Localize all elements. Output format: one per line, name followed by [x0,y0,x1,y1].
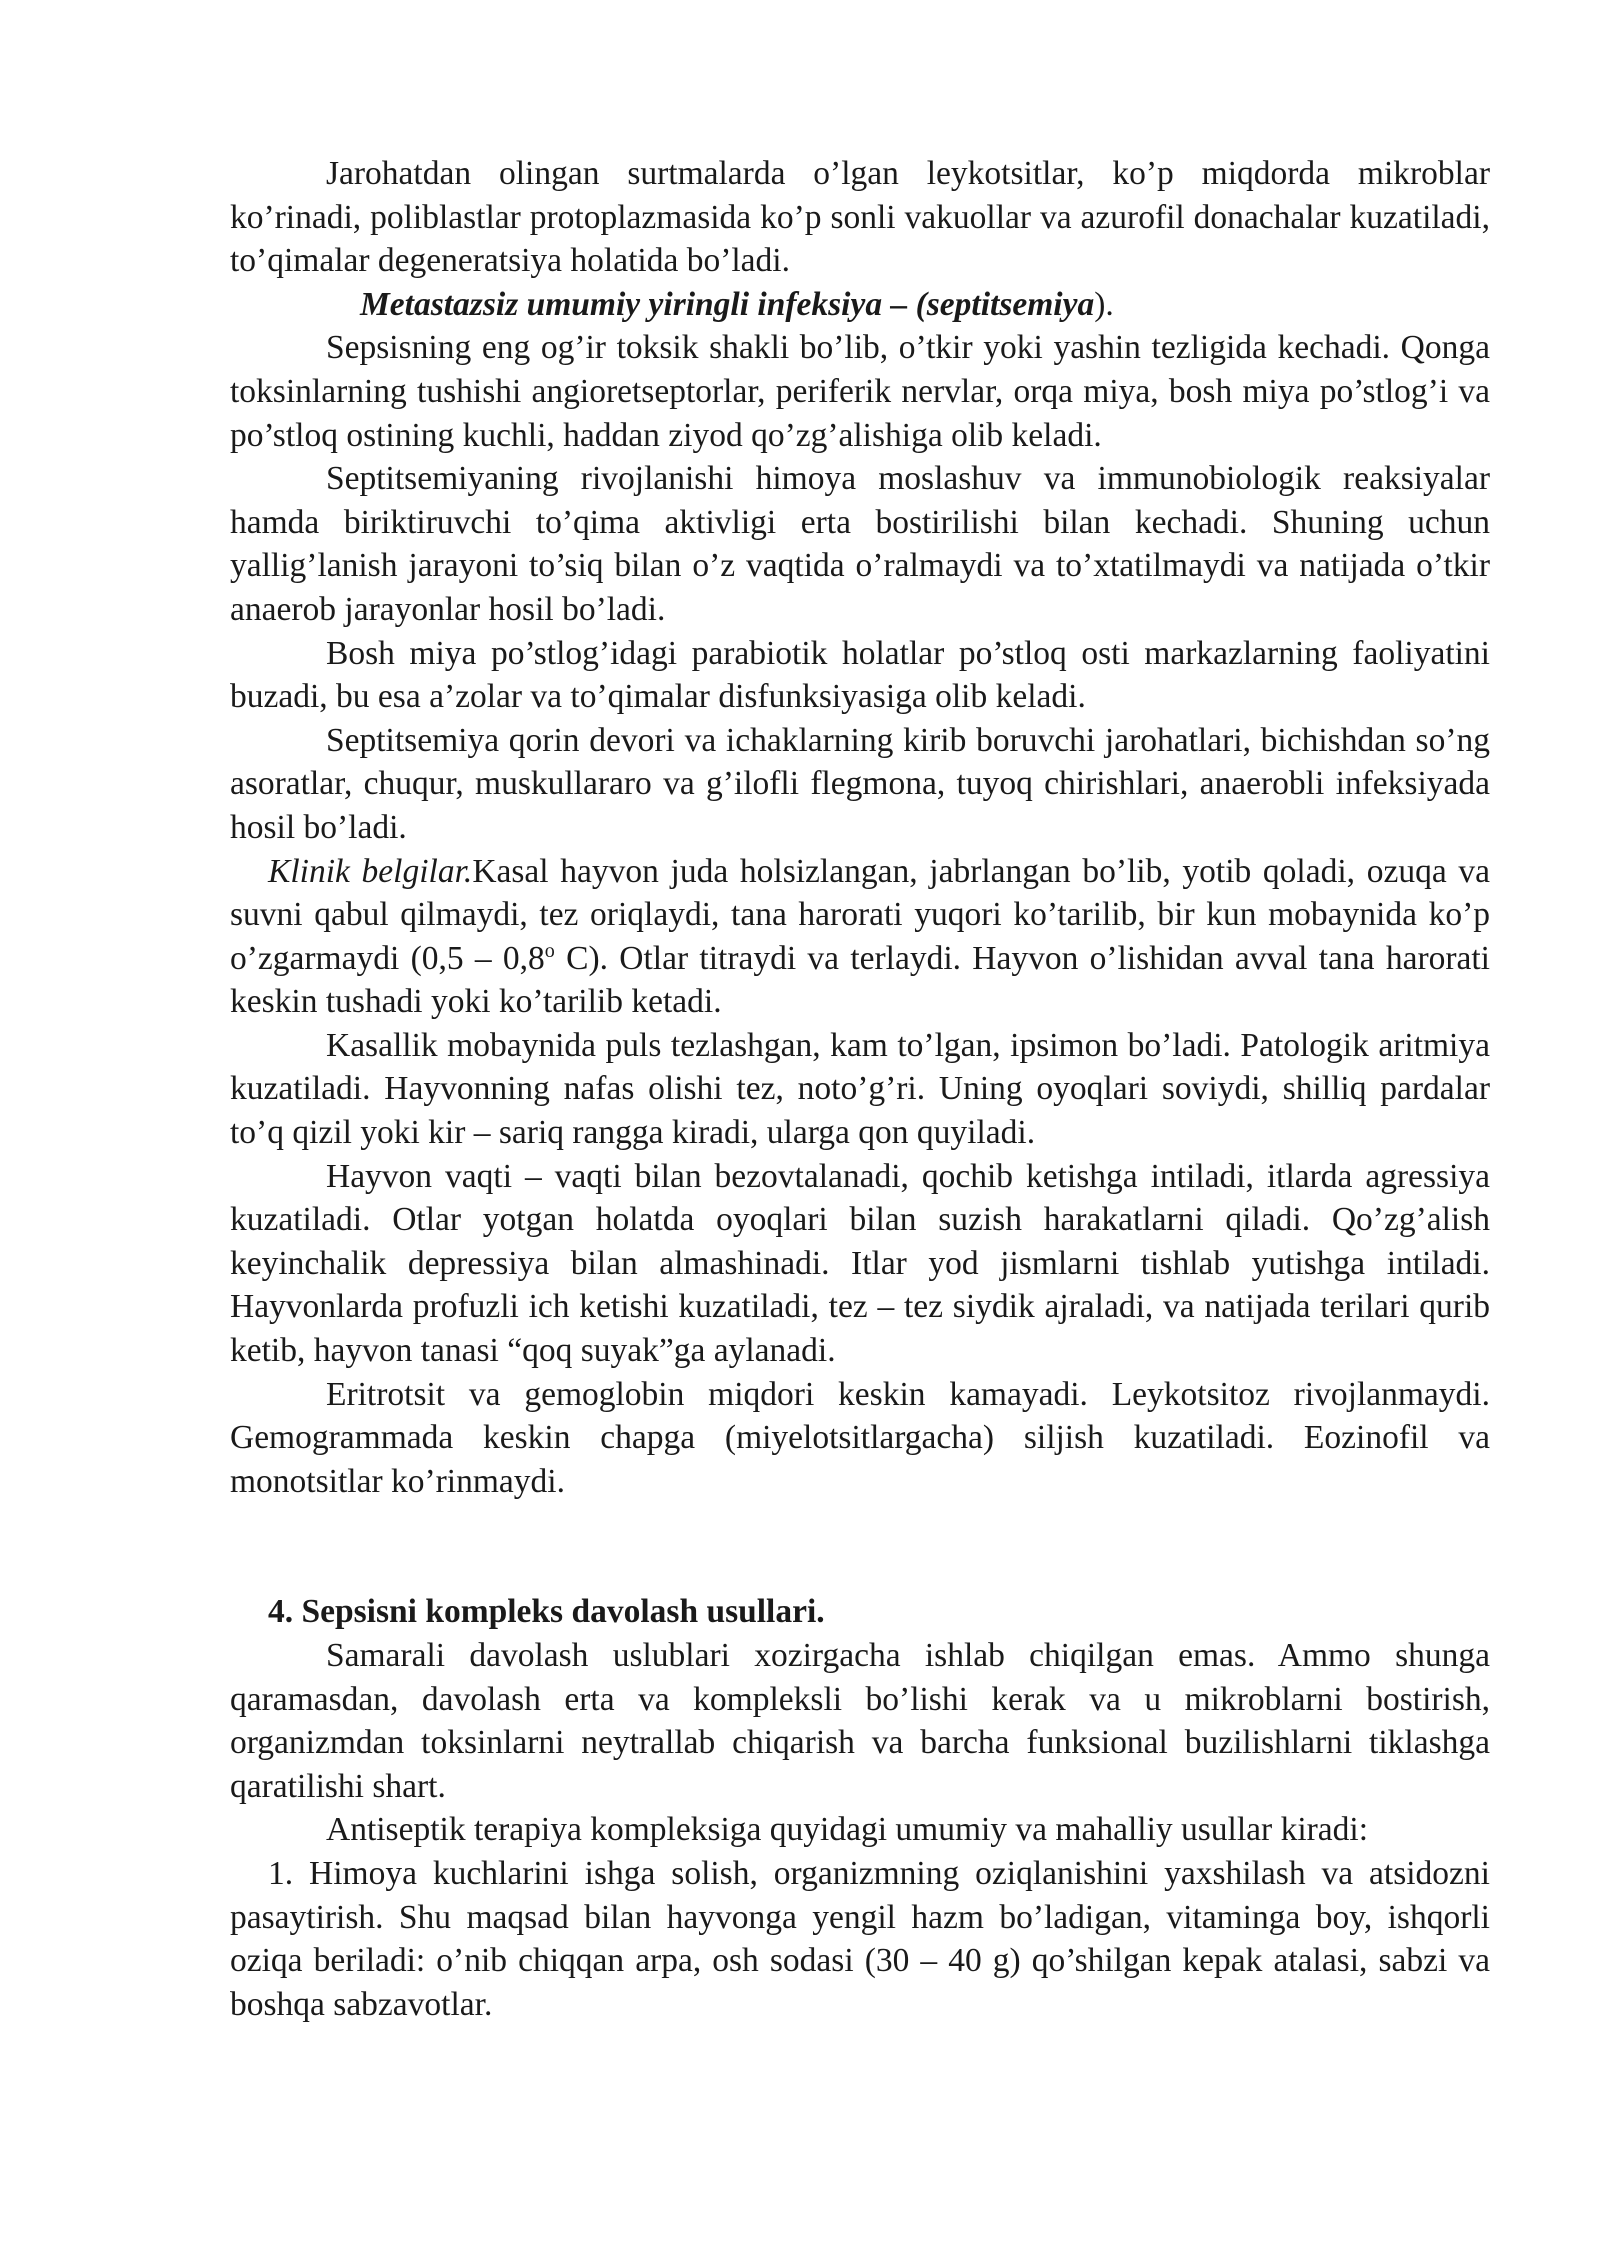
paragraph-development: Septitsemiyaning rivojlanishi himoya moslashuv va immunobiologik reaksiyalar hamda biriktiruvchi to’qima aktivligi erta bostirilishi bilan kechadi. Shuning uchun yallig’lanish jarayoni to’siq bilan o’z vaqtida o’ralmaydi va to’xtatilmaydi va natijada o’tkir anaerob jarayonlar hosil bo’ladi. [230,460,1490,628]
paragraph-toxic-form: Sepsisning eng og’ir toksik shakli bo’lib, o’tkir yoki yashin tezligida kechadi. Qonga toksinlarning tushishi angioretseptorlar, periferik nervlar, orqa miya, bosh miya po’stlog’i va po’stloq ostining kuchli, haddan ziyod qo’zg’alishiga olib keladi. [230,329,1490,454]
clinical-signs-text-a: Kasal hayvon juda holsizlangan, jabrlangan bo’lib, yotib qoladi, ozuqa va suvni qabul qilmaydi, tez oriqlaydi, tana harorati yuqori ko’tarilib, bir kun mobaynida ko’p o’zgarmaydi (0,5 – 0,8 [230,852,1491,977]
subheading-septicemia [360,283,1490,327]
list-item-1: 1. Himoya kuchlarini ishga solish, organizmning oziqlanishini yaxshilash va atsidozni pasaytirish. Shu maqsad bilan hayvonga yengil hazm bo’ladigan, vitaminga boy, ishqorli oziqa beriladi: o’nib chiqqan arpa, osh sodasi (30 – 40 g) qo’shilgan kepak atalasi, sabzi va boshqa sabzavotlar. [230,1854,1490,2023]
clinical-signs-label: Klinik belgilar. [268,852,473,890]
clinical-signs-text-b: C). Otlar titraydi va terlaydi. Hayvon o’lishidan avval tana harorati keskin tushadi yoki ko’tarilib ketadi. [230,939,1490,1021]
paragraph-antiseptic-therapy: Antiseptik terapiya kompleksiga quyidagi umumiy va mahalliy usullar kiradi: [326,1811,1369,1849]
paragraph-pulse: Kasallik mobaynida puls tezlashgan, kam to’lgan, ipsimon bo’ladi. Patologik aritmiya kuzatiladi. Hayvonning nafas olishi tez, noto’g’ri. Uning oyoqlari soviydi, shilliq pardalar to’q qizil yoki kir – sariq rangga kiradi, ularga qon quyiladi. [230,1026,1490,1152]
document-page [230,152,1490,2026]
paragraph-treatment-methods: Samarali davolash uslublari xozirgacha ishlab chiqilgan emas. Ammo shunga qaramasdan, davolash erta va kompleksli bo’lishi kerak va u mikroblarni bostirish, organizmdan toksinlarni neytrallab chiqarish va barcha funksional buzilishlarni tiklashga qaratilishi shart. [230,1637,1490,1805]
paragraph-behavior: Hayvon vaqti – vaqti bilan bezovtalanadi, qochib ketishga intiladi, itlarda agressiya kuzatiladi. Otlar yotgan holatda oyoqlari bilan suzish harakatlarni qiladi. Qo’zg’alish keyinchalik depressiya bilan almashinadi. Itlar yod jismlarni tishlab yutishga intiladi. Hayvonlarda profuzli ich ketishi kuzatiladi, tez – tez siydik ajraladi, va natijada terilari qurib ketib, hayvon tanasi “qoq suyak”ga aylanadi. [230,1157,1490,1370]
paragraph-clinical-signs [230,850,1490,1024]
subheading-text: Metastazsiz umumiy yiringli infeksiya – (septitsemiya [360,285,1095,323]
paragraph-wound-smears: Jarohatdan olingan surtmalarda o’lgan leykotsitlar, ko’p miqdorda mikroblar ko’rinadi, poliblastlar protoplazmasida ko’p sonli vakuollar va azurofil donachalar kuzatiladi, to’qimalar degeneratsiya holatida bo’ladi. [230,155,1490,280]
paragraph-brain-cortex: Bosh miya po’stlog’idagi parabiotik holatlar po’stloq osti markazlarning faoliyatini buzadi, bu esa a’zolar va to’qimalar disfunksiyasiga olib keladi. [230,634,1490,716]
section-heading-treatment: 4. Sepsisni kompleks davolash usullari. [268,1593,825,1631]
paragraph-blood: Eritrotsit va gemoglobin miqdori keskin kamayadi. Leykotsitoz rivojlanmaydi. Gemogrammada keskin chapga (miyelotsitlargacha) siljish kuzatiladi. Eozinofil va monotsitlar ko’rinmaydi. [230,1375,1490,1500]
paragraph-causes: Septitsemiya qorin devori va ichaklarning kirib boruvchi jarohatlari, bichishdan so’ng asoratlar, chuqur, muskullararo va g’ilofli flegmona, tuyoq chirishlari, anaerobli infeksiyada hosil bo’ladi. [230,721,1490,846]
section-spacer [230,1503,1490,1590]
degree-superscript: o [544,939,555,962]
subheading-close: ). [1094,285,1114,323]
